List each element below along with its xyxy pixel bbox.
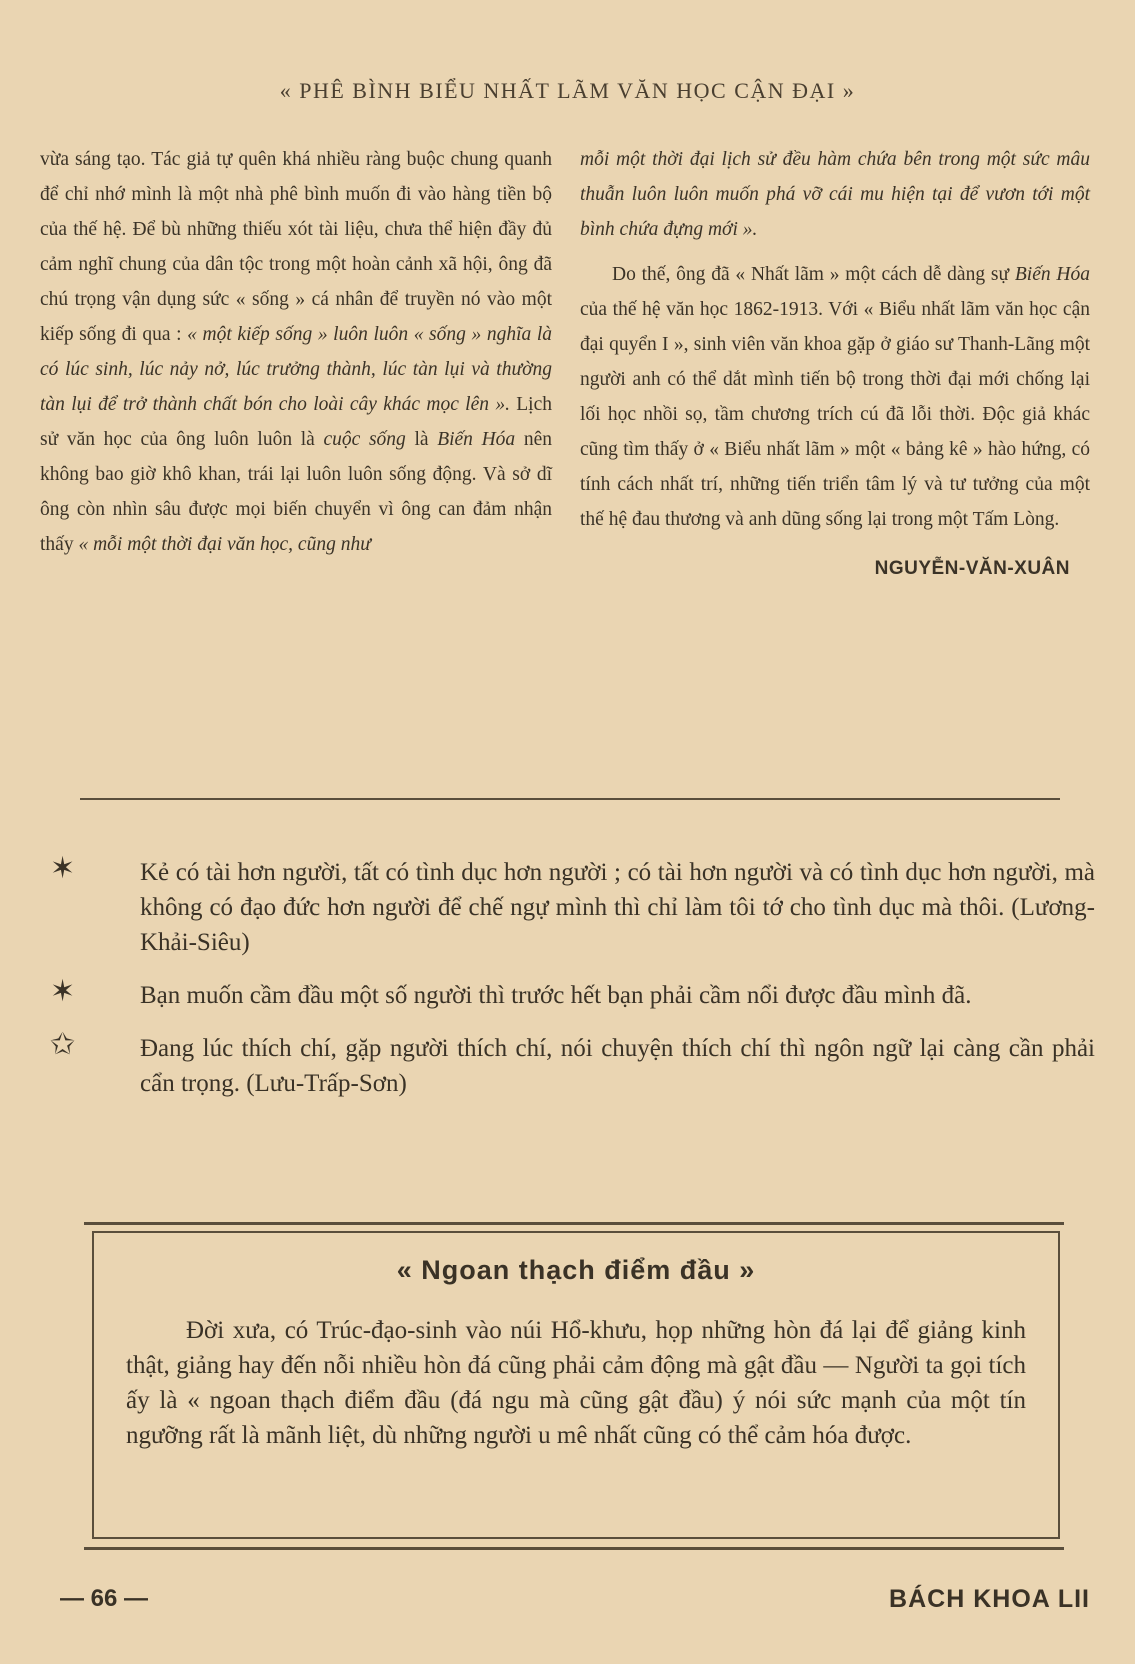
anecdote-box — [92, 1231, 1060, 1539]
box-text: Đời xưa, có Trúc-đạo-sinh vào núi Hổ-khưu, họp những hòn đá lại để giảng kinh thật, giảng hay đến nỗi nhiều hòn đá cũng phải cảm động mà gật đầu — Người ta gọi tích ấy là « ngoan thạch điểm đầu (đá ngu mà cũng gật đầu) ý nói sức mạnh của một tín ngưỡng rất là mãnh liệt, dù những người u mê nhất cũng có thể cảm hóa được. — [126, 1317, 1026, 1449]
quote-item: ✩ Đang lúc thích chí, gặp người thích chí, nói chuyện thích chí thì ngôn ngữ lại càng cần phải cẩn trọng. (Lưu-Trấp-Sơn) — [50, 1028, 1095, 1097]
page-number: — 66 — — [60, 1585, 149, 1612]
quote-item: ✶ Kẻ có tài hơn người, tất có tình dục hơn người ; có tài hơn người và có tình dục hơn người, mà không có đạo đức hơn người để chế ngự mình thì chỉ làm tôi tớ cho tình dục mà thôi. (Lương-Khải-Siêu) — [50, 852, 1095, 956]
running-header: « PHÊ BÌNH BIỂU NHẤT LÃM VĂN HỌC CẬN ĐẠI » — [279, 78, 856, 103]
star-icon: ✶ — [50, 975, 76, 1008]
article-right-column — [580, 142, 1090, 586]
article-left-column — [40, 142, 552, 562]
author-signature: NGUYỄN-VĂN-XUÂN — [874, 558, 1070, 579]
publication-name: BÁCH KHOA LII — [889, 1585, 1090, 1613]
quote-item: ✶ Bạn muốn cầm đầu một số người thì trước hết bạn phải cầm nổi được đầu mình đã. — [50, 975, 972, 1009]
article-paragraph: mỗi một thời đại lịch sử đều hàm chứa bên trong một sức mâu thuẫn luôn luôn muốn phá vỡ cái mu hiện tại để vươn tới một bình chứa đựng mới ». — [580, 149, 1090, 240]
box-title: « Ngoan thạch điểm đầu » — [396, 1255, 756, 1285]
star-icon: ✶ — [50, 852, 76, 885]
article-paragraph: vừa sáng tạo. Tác giả tự quên khá nhiều ràng buộc chung quanh để chỉ nhớ mình là một nhà phê bình muốn đi vào hàng tiền bộ của thế hệ. Để bù những thiếu xót tài liệu, chưa thể hiện đầy đủ cảm nghĩ chung của dân tộc trong một hoàn cảnh xã hội, ông đã chú trọng vận dụng sức « sống » cá nhân để truyền nó vào một kiếp sống đi qua : « một kiếp sống » luôn luôn « sống » nghĩa là có lúc sinh, lúc nảy nở, lúc trưởng thành, lúc tàn lụi và thường tàn lụi để trở thành chất bón cho loài cây khác mọc lên ». Lịch sử văn học của ông luôn luôn là cuộc sống là Biến Hóa nên không bao giờ khô khan, trái lại luôn luôn sống động. Và sở dĩ ông còn nhìn sâu được mọi biến chuyển vì ông can đảm nhận thấy « mỗi một thời đại văn học, cũng như — [40, 149, 553, 555]
quotes-section — [50, 852, 1095, 1119]
divider — [80, 798, 1060, 800]
article-paragraph: Do thế, ông đã « Nhất lãm » một cách dễ dàng sự Biến Hóa của thế hệ văn học 1862-1913. Với « Biểu nhất lãm văn học cận đại quyển I », sinh viên văn khoa gặp ở giáo sư Thanh-Lãng một người anh có thể dắt mình tiến bộ trong thời đại mới chống lại lối học nhồi sọ, tầm chương trích cú đã lỗi thời. Độc giả khác cũng tìm thấy ở « Biểu nhất lãm » một « bảng kê » hào hứng, có tính cách nhất trí, những tiến triển tâm lý và tư tưởng của một thế hệ đau thương và anh dũng sống lại trong một Tấm Lòng. — [580, 264, 1090, 530]
star-outline-icon: ✩ — [50, 1028, 76, 1061]
